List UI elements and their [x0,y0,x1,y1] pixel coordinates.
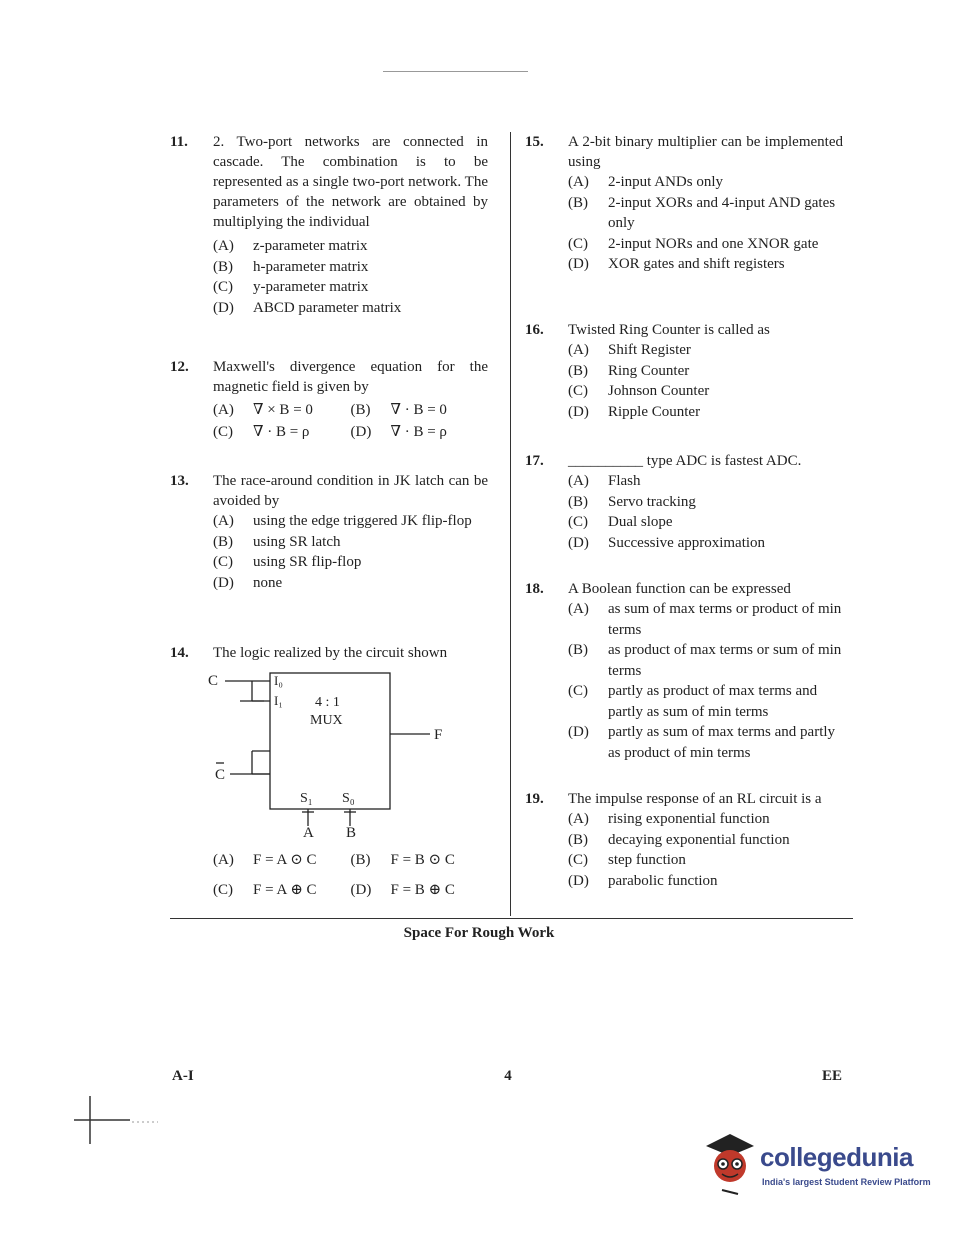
option-list [568,172,843,275]
option [568,599,843,640]
question-16 [525,320,843,451]
collegedunia-logo-text: collegedunia [760,1142,913,1172]
option-text: XOR gates and shift registers [608,256,785,272]
option-text: none [253,574,283,591]
option-label: (B) [568,194,588,211]
option [213,552,488,573]
mux-circuit-diagram [170,663,488,841]
option-row [213,845,488,875]
option [568,471,843,492]
option [568,850,843,871]
option-label: (C) [568,852,588,868]
set-code: A-I [172,1068,194,1084]
option-text: Ring Counter [608,362,690,379]
option-label: (B) [350,852,371,868]
option-label: (D) [350,424,372,440]
i1-label: I₁ [274,693,283,708]
question-number: 11. [170,134,188,150]
option-text: Shift Register [608,342,691,358]
question-text: The logic realized by the circuit shown [213,645,448,661]
option [213,236,488,257]
output-f-label: F [434,727,443,743]
option-label: (B) [213,533,233,550]
question-13 [170,471,488,643]
s0-label: S₀ [342,791,355,806]
option-text: 2-input ANDs only [608,174,724,190]
bottom-rule [170,918,853,919]
option-label: (B) [568,642,588,658]
option-label: (B) [568,831,588,848]
option-label: (A) [568,811,589,827]
option [568,492,843,513]
option-text: partly as sum of max terms and partly as product of min terms [608,724,836,761]
option [568,533,843,554]
option-label: (A) [213,852,234,868]
question-text: Twisted Ring Counter is called as [568,322,770,338]
option-list [213,236,488,318]
option-label: (A) [213,238,234,254]
option-label: (D) [568,872,589,889]
select-b-label: B [346,825,357,841]
option-label: (C) [213,279,233,295]
option-text: F = B ⊕ C [390,882,455,898]
option-text: F = A ⊕ C [253,882,317,898]
option [568,172,843,193]
column-divider [510,132,511,916]
option-row [213,875,488,905]
question-19 [525,789,843,891]
question-number: 18. [525,581,544,597]
option [213,298,488,319]
option-text: as product of max terms or sum of min terms [608,642,842,679]
option [568,830,843,851]
option [568,254,843,275]
option-text: 2-input XORs and 4-input AND gates only [608,194,836,231]
option-text: ∇ · B = ρ [390,424,447,440]
option-label: (A) [568,601,589,617]
option-text: using SR flip-flop [253,554,362,570]
option-text: z-parameter matrix [253,238,368,254]
option-text: Dual slope [608,514,673,530]
option-label: (A) [213,513,234,529]
option-text: decaying exponential function [608,831,790,848]
option-text: using SR latch [253,533,341,550]
option-list [568,340,843,422]
input-c-bar-label: C [215,767,226,783]
option [568,871,843,892]
option-list [568,599,843,763]
option-text: Servo tracking [608,493,696,510]
option-text: parabolic function [608,872,718,889]
question-text: The impulse response of an RL circuit is a [568,791,822,807]
question-number: 17. [525,453,544,469]
option [568,512,843,533]
option-label: (B) [213,258,233,275]
option [568,340,843,361]
option-label: (D) [568,256,589,272]
option-text: F = A ⊙ C [253,852,317,868]
question-text: __________ type ADC is fastest ADC. [568,453,802,469]
option [213,277,488,298]
question-number: 19. [525,791,544,807]
question-17 [525,451,843,579]
select-a-label: A [303,825,314,841]
option [213,532,488,553]
question-text: A Boolean function can be expressed [568,581,791,597]
option-label: (C) [568,383,588,399]
option-label: (D) [213,574,234,591]
option-text: Successive approximation [608,534,766,551]
option [568,361,843,382]
option-label: (A) [568,342,589,358]
option-label: (A) [568,174,589,190]
question-15 [525,132,843,320]
option-list [568,809,843,891]
option-text: Flash [608,473,641,489]
option [568,193,843,234]
question-number: 16. [525,322,544,338]
mux-ratio-label: 4 : 1 [315,695,340,710]
option-text: ∇ · B = 0 [390,402,447,418]
option [568,681,843,722]
option-label: (C) [568,514,588,530]
option-text: partly as product of max terms and partly as sum of min terms [608,683,818,720]
page-number: 4 [504,1068,512,1084]
option [568,381,843,402]
crop-mark-icon [70,1094,160,1154]
i0-label: I₀ [274,673,283,688]
input-c-label: C [208,673,219,689]
option-label: (D) [568,724,589,740]
option-label: (D) [213,299,234,316]
option [568,722,843,763]
option [568,402,843,423]
collegedunia-tagline: India's largest Student Review Platform [762,1177,931,1187]
s1-label: S₁ [300,791,313,806]
question-text: A 2-bit binary multiplier can be implemented using [568,134,843,170]
subject-code: EE [822,1068,843,1084]
option [568,640,843,681]
question-text: The race-around condition in JK latch can be avoided by [213,473,488,509]
option-label: (B) [568,493,588,510]
option-label: (B) [568,362,588,379]
option-label: (C) [213,424,233,440]
left-column [170,132,488,905]
question-11 [170,132,488,357]
question-text: Maxwell's divergence equation for the magnetic field is given by [213,359,488,395]
option-label: (B) [350,402,371,418]
question-number: 14. [170,645,189,661]
question-12 [170,357,488,471]
option-row [213,399,488,421]
option-label: (D) [350,882,372,898]
option-text: ∇ · B = ρ [253,424,310,440]
option-list [213,511,488,593]
option-label: (A) [213,402,234,418]
question-number: 15. [525,134,544,150]
option-label: (C) [568,683,588,699]
option-text: 2-input NORs and one XNOR gate [608,235,819,252]
option-text: using the edge triggered JK flip-flop [253,513,472,529]
option-text: F = B ⊙ C [390,852,455,868]
mux-name-label: MUX [310,713,343,728]
question-18 [525,579,843,789]
question-14 [170,643,488,905]
option-label: (C) [213,554,233,570]
option-label: (C) [213,882,233,898]
option-text: h-parameter matrix [253,258,369,275]
option-text: Ripple Counter [608,403,701,420]
question-text: 2. Two-port networks are connected in cascade. The combination is to be represented as a single two-port network. The parameters of the network are obtained by multiplying the individual [213,134,488,230]
option-text: as sum of max terms or product of min terms [608,601,842,638]
option-text: rising exponential function [608,811,770,827]
collegedunia-mascot-icon [700,1128,758,1198]
option-label: (D) [568,534,589,551]
question-number: 12. [170,359,189,375]
top-rule [383,71,528,72]
option-text: ABCD parameter matrix [253,299,402,316]
option-label: (C) [568,235,588,252]
right-column [525,132,843,891]
option-list [568,471,843,553]
option [568,234,843,255]
option-text: y-parameter matrix [253,279,369,295]
option [213,511,488,532]
option [568,809,843,830]
option-label: (D) [568,403,589,420]
option [213,573,488,594]
option-text: Johnson Counter [608,383,710,399]
option-label: (A) [568,473,589,489]
question-number: 13. [170,473,189,489]
rough-work-heading: Space For Rough Work [403,925,555,941]
option-text: step function [608,852,686,868]
option-row [213,421,488,443]
option-text: ∇ × B = 0 [253,402,313,418]
option [213,257,488,278]
